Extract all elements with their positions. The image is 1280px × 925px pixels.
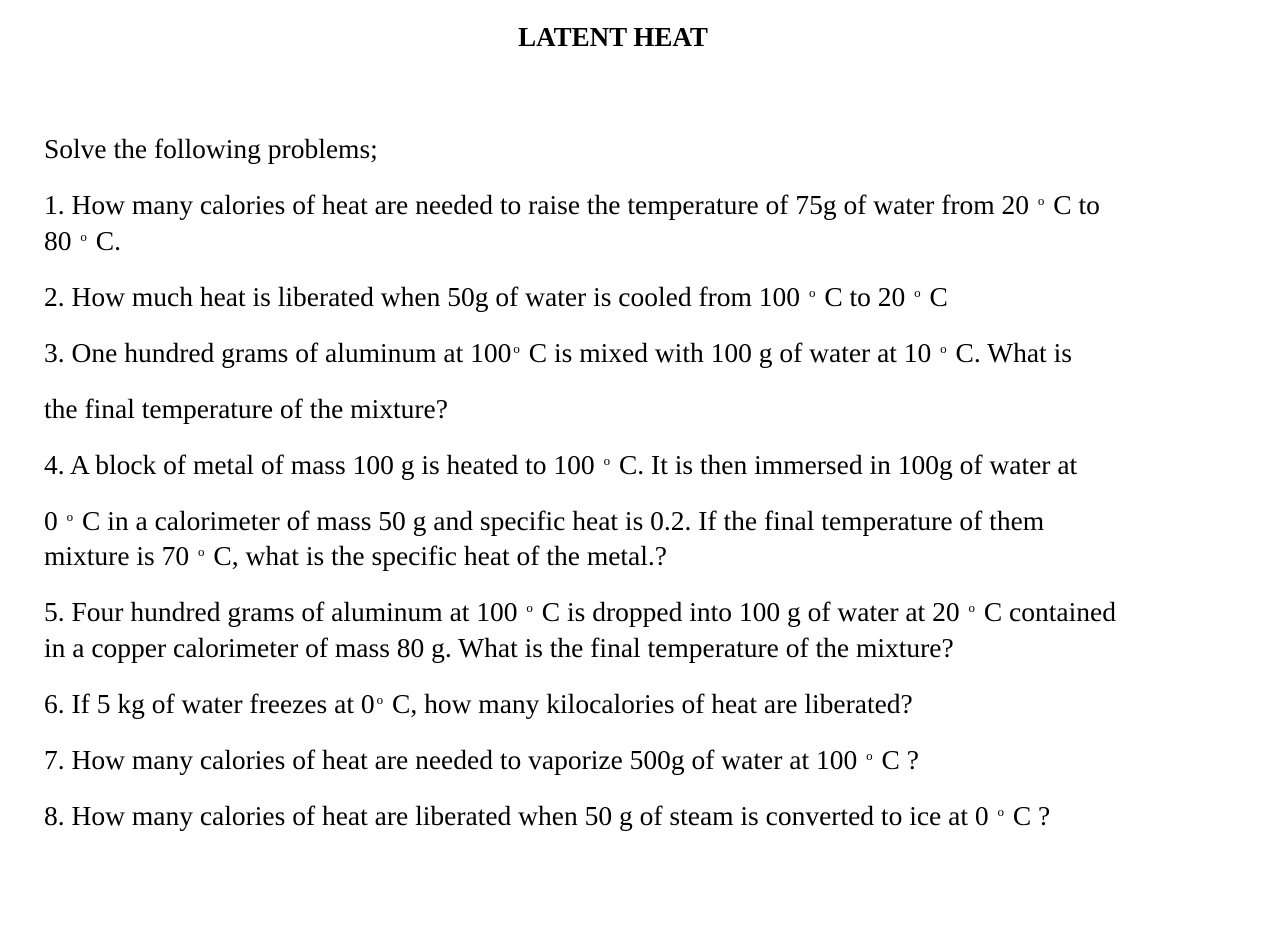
problem-text-segment: 5. Four hundred grams of aluminum at 100 — [44, 596, 525, 627]
problem-text-segment: C in a calorimeter of mass 50 g and specific heat is 0.2. If the final temperature of them — [75, 505, 1045, 536]
degree-symbol: o — [940, 341, 947, 356]
problem-text-segment: the final temperature of the mixture? — [44, 393, 448, 424]
degree-symbol: o — [603, 453, 611, 468]
problem-text-segment: 4. A block of metal of mass 100 g is heated to 100 — [44, 449, 602, 480]
degree-symbol: o — [914, 285, 921, 300]
problem-line-p6 — [44, 687, 913, 726]
problem-line-p2 — [44, 280, 948, 319]
problem-text-segment: 7. How many calories of heat are needed to vaporize 500g of water at 100 — [44, 744, 865, 775]
problem-text-segment: C to — [1046, 189, 1100, 220]
problem-text-segment: C, what is the specific heat of the metal.? — [206, 540, 667, 571]
degree-symbol: o — [808, 285, 816, 300]
degree-symbol: o — [1037, 193, 1045, 208]
problem-text-segment: in a copper calorimeter of mass 80 g. What is the final temperature of the mixture? — [44, 632, 954, 663]
problem-text-segment: C is dropped into 100 g of water at 20 — [534, 596, 967, 627]
problem-line-p5a — [44, 595, 1116, 634]
degree-symbol: o — [866, 748, 873, 763]
problem-line-p4b — [44, 504, 1044, 543]
problem-text-segment: 3. One hundred grams of aluminum at 100 — [44, 337, 512, 368]
problem-text-segment: C ? — [1005, 800, 1051, 831]
page-title: LATENT HEAT — [518, 22, 708, 52]
problem-line-p7 — [44, 743, 919, 782]
problem-line-p3a — [44, 336, 1072, 375]
problem-text-segment: C contained — [976, 596, 1116, 627]
degree-symbol: o — [513, 341, 520, 356]
problem-text-segment: 80 — [44, 225, 79, 256]
degree-symbol: o — [80, 229, 87, 244]
degree-symbol: o — [526, 600, 533, 615]
problem-text-segment: 2. How much heat is liberated when 50g of water is cooled from 100 — [44, 281, 807, 312]
problem-line-p1b — [44, 224, 121, 263]
problem-text-segment: C. What is — [948, 337, 1072, 368]
problem-text-segment: C. It is then immersed in 100g of water at — [612, 449, 1078, 480]
instructions-text: Solve the following problems; — [44, 133, 378, 164]
problem-text-segment: C, how many kilocalories of heat are liberated? — [385, 688, 913, 719]
degree-symbol: o — [968, 600, 975, 615]
problem-line-p8 — [44, 799, 1050, 838]
problem-text-segment: C is mixed with 100 g of water at 10 — [521, 337, 939, 368]
problem-text-segment: mixture is 70 — [44, 540, 197, 571]
problem-text-segment: C to 20 — [817, 281, 913, 312]
degree-symbol: o — [376, 692, 384, 707]
problem-text-segment: 0 — [44, 505, 65, 536]
problem-text-segment: C. — [88, 225, 121, 256]
problem-line-p4c — [44, 539, 667, 578]
problem-line-p1a — [44, 188, 1100, 227]
degree-symbol: o — [198, 544, 205, 559]
problem-text-segment: C — [922, 281, 948, 312]
degree-symbol: o — [997, 804, 1004, 819]
problem-line-p4a — [44, 448, 1077, 487]
problem-text-segment: 6. If 5 kg of water freezes at 0 — [44, 688, 375, 719]
problem-text-segment: 8. How many calories of heat are liberated when 50 g of steam is converted to ice at 0 — [44, 800, 996, 831]
problem-line-p5b — [44, 631, 954, 665]
problem-text-segment: 1. How many calories of heat are needed to raise the temperature of 75g of water from 20 — [44, 189, 1036, 220]
degree-symbol: o — [66, 509, 74, 524]
problem-text-segment: C ? — [874, 744, 919, 775]
problem-line-p3b — [44, 392, 448, 426]
